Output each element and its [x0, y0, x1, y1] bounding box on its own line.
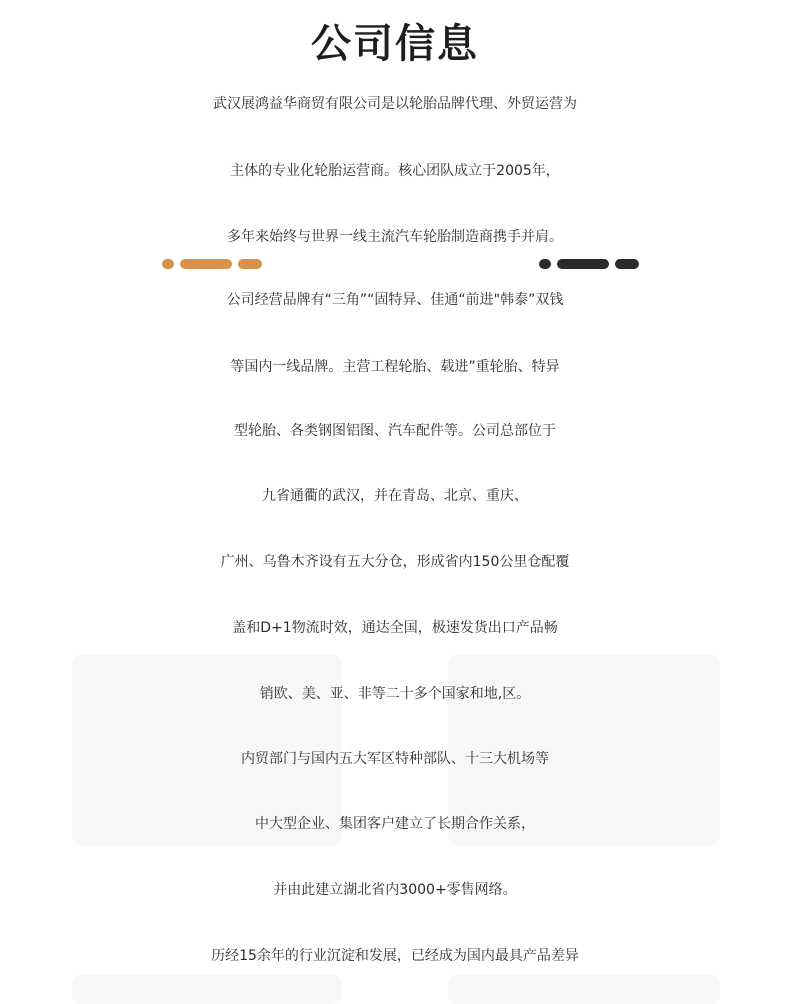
text-line-14: 历经15余年的行业沉淀和发展，已经成为国内最具产品差异: [211, 948, 579, 964]
text-line-1: 武汉展鸿益华商贸有限公司是以轮胎品牌代理、外贸运营为: [213, 96, 577, 112]
background-panel-bottom-left: [72, 975, 342, 1004]
decorative-dot: [539, 259, 551, 269]
text-line-3: 多年来始终与世界一线主流汽车轮胎制造商携手并肩。: [227, 229, 563, 245]
text-line-5: 等国内一线品牌。主营工程轮胎、载进”重轮胎、特异: [230, 359, 560, 375]
decorative-dot: [162, 259, 174, 269]
decorative-dash: [238, 259, 262, 269]
text-line-13: 并由此建立湖北省内3000+零售网络。: [273, 882, 517, 898]
text-line-10: 销欧、美、亚、非等二十多个国家和地,区。: [259, 686, 531, 702]
text-line-9: 盖和D+1物流时效，通达全国，极速发货出口产品畅: [232, 620, 558, 636]
background-panel-bottom-right: [448, 975, 720, 1004]
decorative-dash: [615, 259, 639, 269]
text-line-6: 型轮胎、各类钢图铝图、汽车配件等。公司总部位于: [234, 423, 556, 439]
decorative-dash: [557, 259, 609, 269]
text-line-2: 主体的专业化轮胎运营商。核心团队成立于2005年，: [230, 163, 560, 179]
decorative-dots-dark: [539, 259, 639, 269]
text-line-11: 内贸部门与国内五大军区特种部队、十三大机场等: [241, 751, 549, 767]
decorative-dots-orange: [162, 259, 262, 269]
text-line-8: 广州、乌鲁木齐设有五大分仓，形成省内150公里仓配覆: [220, 554, 570, 570]
text-line-4: 公司经营品牌有“三角”“固特异、佳通“前进"韩泰”双钱: [226, 292, 564, 308]
decorative-dash: [180, 259, 232, 269]
text-line-12: 中大型企业、集团客户建立了长期合作关系，: [255, 816, 535, 832]
page-title: 公司信息: [311, 21, 479, 67]
text-line-7: 九省通衢的武汉，并在青岛、北京、重庆、: [262, 488, 528, 504]
